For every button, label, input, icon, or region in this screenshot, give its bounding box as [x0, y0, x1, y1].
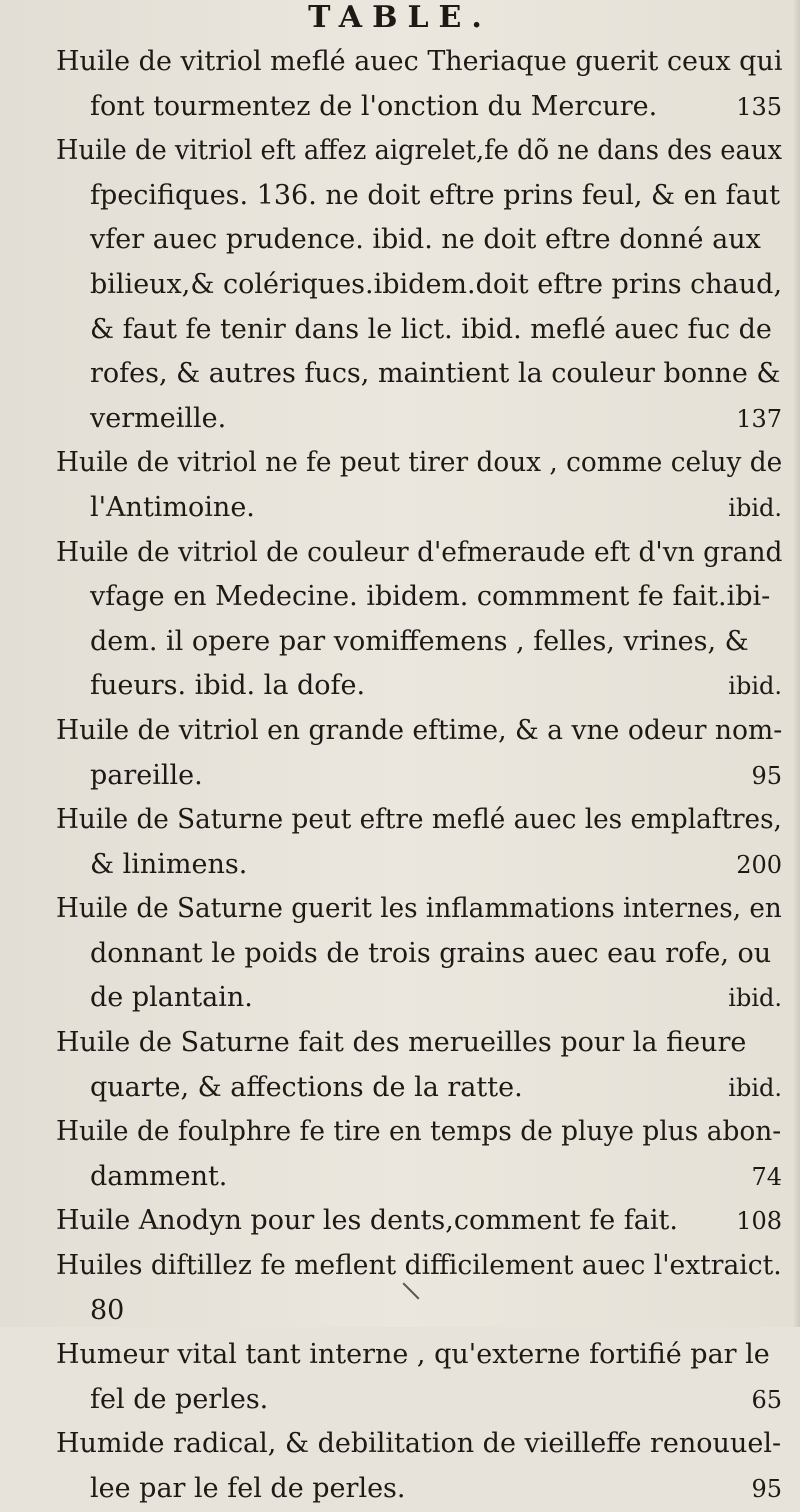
index-line-text: vfage en Medecine. ibidem. commment fe fait.ibi- — [90, 581, 771, 613]
index-line — [56, 263, 790, 308]
index-line — [56, 932, 790, 977]
page-reference: 135 — [736, 92, 782, 121]
page-reference: 200 — [736, 850, 782, 879]
page-reference: 108 — [736, 1207, 782, 1236]
index-line-text: fpecifiques. 136. ne doit eftre prins feul, & en faut — [90, 179, 780, 211]
index-line-text: Huile de Saturne peut eftre meflé auec les emplaftres, — [56, 804, 782, 836]
index-line-text: lee par le fel de perles. — [90, 1473, 406, 1504]
index-line — [56, 397, 790, 442]
index-line-text: Huile de vitriol ne fe peut tirer doux , comme celuy de — [56, 447, 783, 479]
index-line — [56, 174, 790, 219]
index-line — [56, 40, 790, 85]
index-line — [56, 1155, 790, 1200]
index-line-text: Huile de foulphre fe tire en temps de pluye plus abon- — [56, 1116, 782, 1148]
index-line-text: rofes, & autres fucs, maintient la couleur bonne & — [90, 358, 781, 390]
index-line — [56, 887, 790, 932]
index-line — [56, 664, 790, 709]
index-line-text: damment. — [90, 1160, 228, 1192]
index-line-text: Huile de Saturne fait des merueilles pour la fieure — [56, 1027, 747, 1059]
index-line-text: 80 — [90, 1294, 125, 1326]
index-line-text: & faut fe tenir dans le lict. ibid. meflé auec fuc de — [90, 313, 772, 345]
index-line-text: fel de perles. — [90, 1383, 269, 1415]
index-line — [56, 843, 790, 888]
index-line — [56, 531, 790, 576]
index-line-text: l'Antimoine. — [90, 491, 255, 523]
index-line — [56, 85, 790, 130]
page-reference: 74 — [751, 1162, 782, 1191]
index-line-text: dem. il opere par vomiffemens , felles, vrines, & — [90, 625, 749, 657]
index-line — [56, 1422, 790, 1467]
index-line — [56, 441, 790, 486]
index-line-text: Huile de vitriol eft affez aigrelet,fe dõ ne dans des eaux — [56, 135, 783, 167]
index-line — [56, 976, 790, 1021]
page-title: TABLE. — [308, 0, 492, 35]
index-line-text: font tourmentez de l'onction du Mercure. — [90, 90, 658, 122]
index-line-text: Huile Anodyn pour les dents,comment fe fait. — [56, 1205, 678, 1237]
index-line — [56, 486, 790, 531]
index-line-text: quarte, & affections de la ratte. — [90, 1071, 523, 1103]
index-line — [56, 308, 790, 353]
page-header — [0, 0, 800, 38]
index-line-text: Humeur vital tant interne , qu'externe fortifié par le — [56, 1339, 770, 1371]
index-line-text: Huile de vitriol de couleur d'efmeraude eft d'vn grand — [56, 536, 783, 568]
index-line-text: vfer auec prudence. ibid. ne doit eftre donné aux — [90, 224, 761, 256]
index-line — [56, 1333, 790, 1378]
index-line — [56, 754, 790, 799]
index-line — [56, 1066, 790, 1111]
index-line — [56, 1244, 790, 1289]
page-edge — [794, 0, 800, 1327]
index-line-text: Humide radical, & debilitation de vieilleffe renouuel- — [56, 1428, 782, 1460]
index-line — [56, 1110, 790, 1155]
index-line — [56, 218, 790, 263]
index-line-text: bilieux,& colériques.ibidem.doit eftre prins chaud, — [90, 268, 783, 300]
index-line-text: fueurs. ibid. la dofe. — [90, 670, 366, 702]
index-entries — [56, 40, 790, 1512]
index-line-text: Huile de vitriol en grande eftime, & a vne odeur nom- — [56, 714, 783, 746]
page-reference: ibid. — [728, 672, 782, 701]
index-line — [56, 709, 790, 754]
page-reference: 95 — [751, 1475, 782, 1503]
page-reference: 137 — [736, 404, 782, 433]
page-reference: ibid. — [728, 984, 782, 1013]
index-line — [56, 798, 790, 843]
index-line — [56, 1199, 790, 1244]
index-line-text: Huiles diftillez fe meflent difficilement auec l'extraict. — [56, 1250, 782, 1282]
index-line-text: & linimens. — [90, 848, 248, 880]
index-line-text: Huile de Saturne guerit les inflammations internes, en — [56, 893, 782, 925]
index-line — [56, 129, 790, 174]
page-reference: ibid. — [728, 1073, 782, 1102]
index-line-text: donnant le poids de trois grains auec eau rofe, ou — [90, 937, 772, 969]
index-line — [56, 575, 790, 620]
index-line — [56, 1467, 790, 1512]
page-reference: 95 — [751, 761, 782, 790]
index-line-text: Huile de vitriol meflé auec Theriaque guerit ceux qui — [56, 46, 783, 77]
index-line — [56, 1378, 790, 1423]
page-reference: 65 — [751, 1385, 782, 1414]
index-line-text: pareille. — [90, 759, 203, 791]
index-line — [56, 1021, 790, 1066]
index-line — [56, 352, 790, 397]
page-reference: ibid. — [728, 493, 782, 522]
index-line-text: vermeille. — [90, 402, 227, 434]
index-line-text: de plantain. — [90, 982, 253, 1014]
index-line — [56, 620, 790, 665]
